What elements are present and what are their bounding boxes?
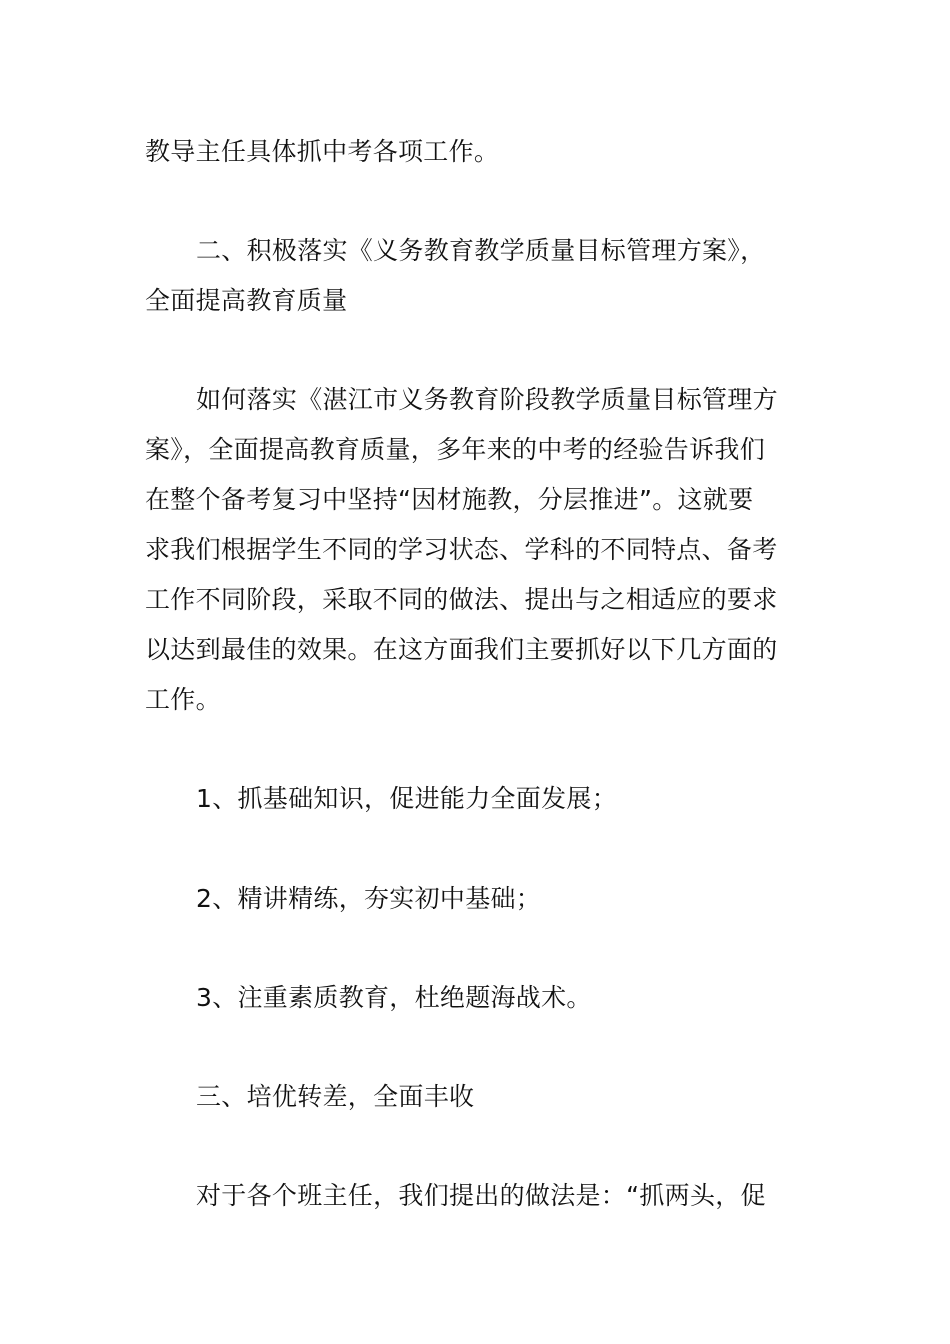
body-paragraph-line-2: 案》，全面提高教育质量，多年来的中考的经验告诉我们 (145, 435, 766, 464)
section-heading-2-line-2: 全面提高教育质量 (145, 286, 348, 315)
section-heading-2-line-1: 二、积极落实《义务教育教学质量目标管理方案》， (196, 236, 766, 265)
list-item-2: 2、精讲精练，夯实初中基础； (196, 884, 542, 913)
body-paragraph-line-7: 工作。 (145, 685, 221, 714)
body-paragraph-line-6: 以达到最佳的效果。在这方面我们主要抓好以下几方面的 (145, 635, 778, 664)
body-paragraph-line-4: 求我们根据学生不同的学习状态、学科的不同特点、备考 (145, 535, 778, 564)
list-item-1: 1、抓基础知识，促进能力全面发展； (196, 784, 618, 813)
list-item-3: 3、注重素质教育，杜绝题海战术。 (196, 983, 592, 1012)
body-paragraph-line-3: 在整个备考复习中坚持“因材施教，分层推进”。这就要 (145, 485, 754, 514)
section-heading-3: 三、培优转差，全面丰收 (196, 1082, 475, 1111)
paragraph-continuation: 教导主任具体抓中考各项工作。 (145, 137, 500, 166)
body-paragraph-line-1: 如何落实《湛江市义务教育阶段教学质量目标管理方 (196, 385, 778, 414)
body-paragraph-line-5: 工作不同阶段，采取不同的做法、提出与之相适应的要求 (145, 585, 778, 614)
body-paragraph-final-line: 对于各个班主任，我们提出的做法是：“抓两头，促 (196, 1181, 766, 1210)
